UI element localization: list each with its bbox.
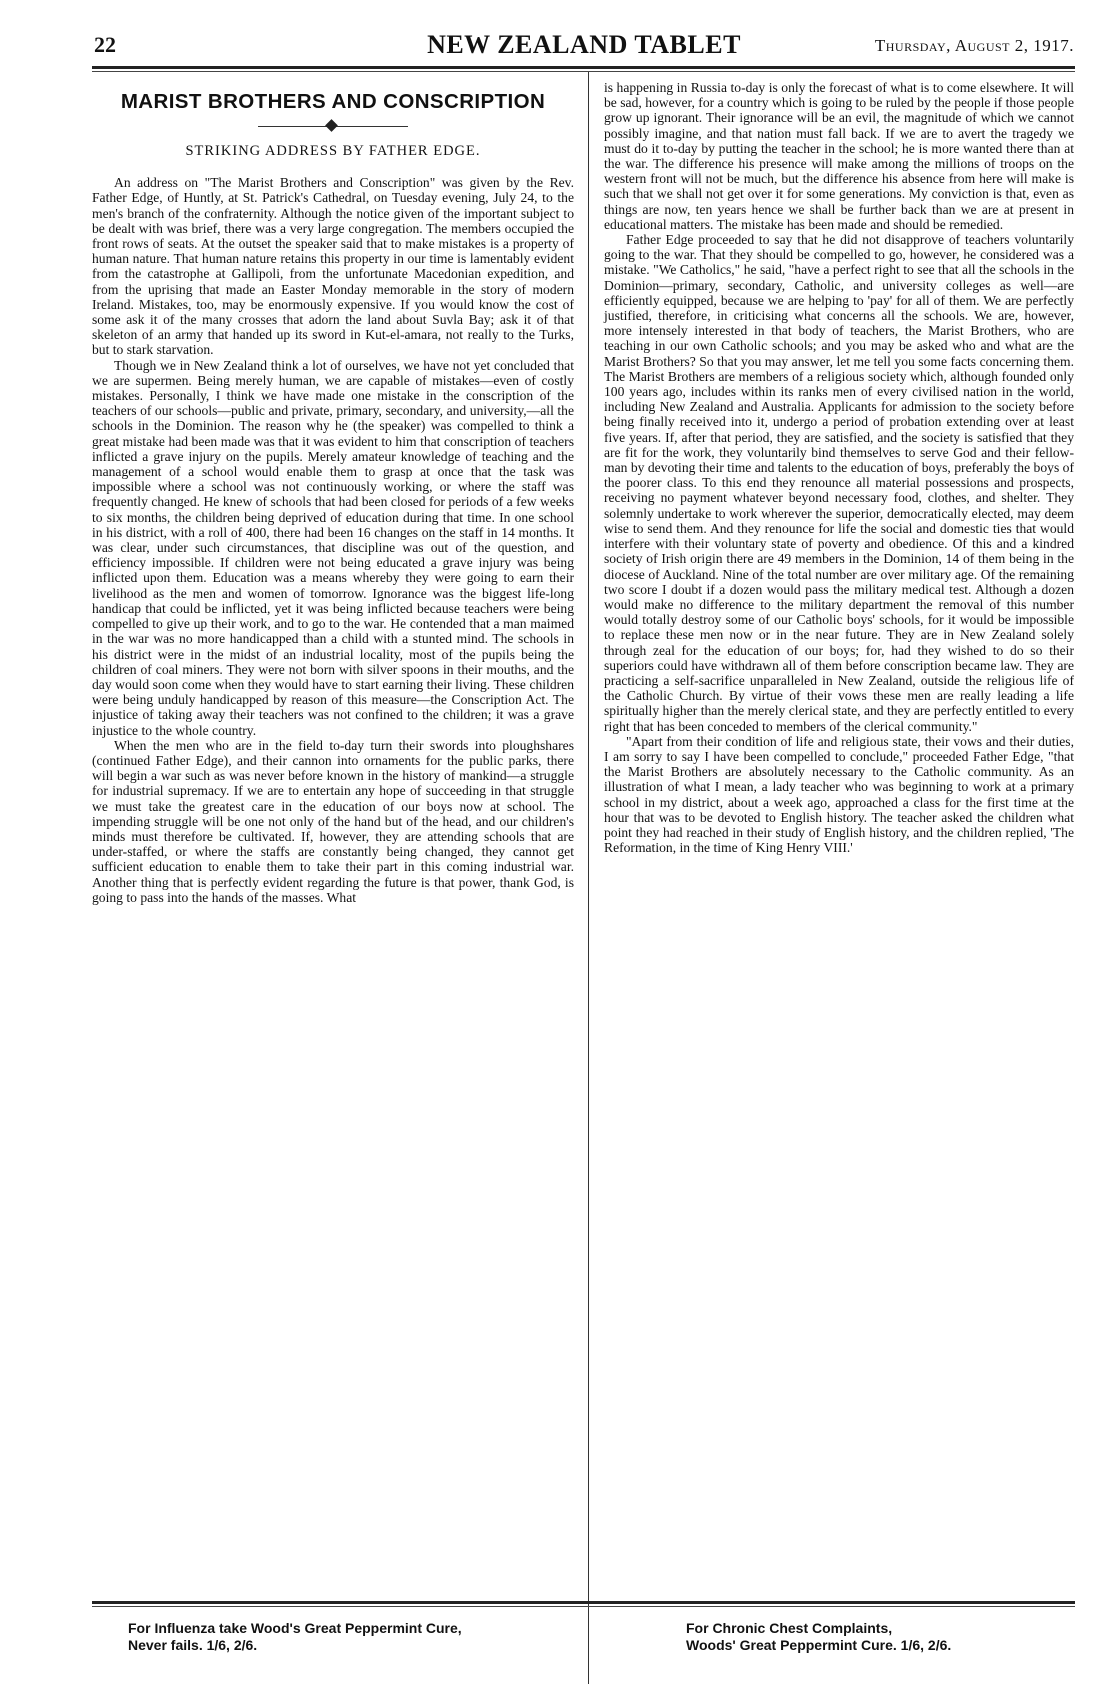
footer-divider (588, 1610, 589, 1684)
footer-advertisement-right (686, 1620, 1066, 1654)
article-right-column (604, 80, 1074, 855)
article-paragraph: Father Edge proceeded to say that he did not disapprove of teachers voluntarily going to the war. That they should be compelled to go, however, he considered was a mistake. "We Catholics," he said, "have a perfect right to see that all the schools in the Dominion—primary, secondary, Catholic, and university colleges as well—are efficiently equipped, because we are helping to 'pay' for all of them. We are perfectly justified, therefore, in criticising what concerns all the schools. We are, however, more intensely interested in that body of teachers, the Marist Brothers, who are teaching in our own Catholic schools; and you may be asked who and what are the Marist Brothers? So that you may answer, let me tell you some facts concerning them. The Marist Brothers are members of a religious society which, although founded only 100 years ago, includes within its ranks men of every civilised nation in the world, including New Zealand and Australia. Applicants for admission to the society before being finally received into it, undergo a period of probation extending over at least five years. If, after that period, they are satisfied, and the society is satisfied that they are fit for the work, they voluntarily bind themselves to serve God and their fellow-man by devoting their time and talents to the education of boys, preferably the boys of the poorer class. To this end they renounce all material possessions and prospects, receiving no payment whatever beyond necessary food, clothes, and shelter. They solemnly undertake to work wherever the superior, democratically elected, may deem wise to send them. And they renounce for life the social and domestic ties that would interfere with their voluntary state of poverty and obedience. Of this and a kindred society of Irish origin there are 49 members in the Dominion, 14 of them being in the diocese of Auckland. Nine of the total number are over military age. Of the remaining two score I doubt if a dozen would pass the military medical test. Although a dozen would make no difference to the military department the removal of this number would totally destroy some of our Catholic boys' schools, for it would be impossible to replace these men now or in the near future. They are in New Zealand solely through zeal for the education of our boys; for, had they wished to do so their superiors could have withdrawn all of them before conscription became law. They are practicing a self-sacrifice unparalleled in New Zealand, outside the religious life of the Catholic Church. By virtue of their vows these men are really leading a life spiritually higher than the merely clerical state, and they are perfectly entitled to every right that has been conceded to members of the clerical community." (604, 232, 1074, 734)
title-ornament (258, 120, 408, 134)
article-title: MARIST BROTHERS AND CONSCRIPTION (120, 90, 546, 113)
article-paragraph: When the men who are in the field to-day turn their swords into ploughshares (continued Father Edge), and their cannon into ornaments for the public parks, there will begin a war such as was never before known in the history of mankind—a struggle for industrial supremacy. If we are to entertain any hope of succeeding in that struggle we must take the greatest care in the education of our boys now at school. The impending struggle will be one not only of the hand but of the head, and our children's minds must therefore be cultivated. If, however, they are attending schools that are under-staffed, or where the staffs are constantly being changed, they cannot get sufficient education to enable them to take their part in this coming industrial war. Another thing that is perfectly evident regarding the future is that power, thank God, is going to pass into the hands of the masses. What (92, 737, 574, 905)
ad-price: Never fails. 1/6, 2/6. (128, 1637, 258, 1653)
header-rule-thick (92, 66, 1075, 69)
article-left-column (92, 80, 574, 905)
header-rule-thin (92, 71, 1075, 72)
footer-rule-thick (92, 1601, 1075, 1604)
page-header (94, 30, 1074, 64)
footer-rule-thin (92, 1606, 1075, 1607)
footer-advertisement-left (128, 1620, 568, 1654)
diamond-ornament-icon (325, 119, 338, 132)
page-number: 22 (94, 32, 116, 57)
column-divider (588, 72, 589, 1674)
article-paragraph: An address on "The Marist Brothers and Conscription" was given by the Rev. Father Edge, of Huntly, at St. Patrick's Cathedral, on Tuesday evening, July 24, to the men's branch of the confraternity. Although the notice given of the important subject to be dealt with was brief, there was a very large congregation. The members occupied the front rows of seats. At the outset the speaker said that to make mistakes is a property of human nature. That human nature retains this property in our time is lamentably evident from the catastrophe at Gallipoli, from the unfortunate Macedonian expedition, and from the uprising that made an Easter Monday memorable in the story of modern Ireland. Mistakes, too, may be enormously expensive. If you would know the cost of some ask it of the many crosses that adorn the land about Suvla Bay; ask it of that skeleton of an army that handed up its sword in Kut-el-amara, not really to the Turks, but to stark starvation. (92, 175, 574, 358)
ad-price: Woods' Great Peppermint Cure. 1/6, 2/6. (686, 1637, 952, 1653)
article-paragraph: is happening in Russia to-day is only the forecast of what is to come elsewhere. It will be sad, however, for a country which is going to be ruled by the people if those people grow up ignorant. Their ignorance will be an evil, the magnitude of which we cannot possibly imagine, and that nation must fall back. If we are to avert the tragedy we must do it to-day by putting the teacher in the school; he is more wanted there than at the war. The difference his presence will make among the millions of troops on the western front will not be much, but the difference his absence from here will make is such that we shall not get over it for some generations. My conviction is that, even as things are now, ten years hence we shall be further back than we are at present in educational matters. The mistake has been made and should be remedied. (604, 80, 1074, 232)
article-paragraph: Though we in New Zealand think a lot of ourselves, we have not yet concluded that we are supermen. Being merely human, we are capable of mistakes—even of costly mistakes. Personally, I think we have made one mistake in the conscription of the teachers of our schools—public and private, primary, secondary, and university,—all the schools in the Dominion. The reason why he (the speaker) was compelled to think a great mistake had been made was that it was evident to him that conscription of teachers inflicted a grave injury on the pupils. Merely amateur knowledge of teaching and the management of a school would enable them to grasp at once that the task was impossible where a school was not continuously working, or where the staff was frequently changed. He knew of schools that had been closed for periods of a few weeks to six months, the children being deprived of education during that time. In one school in his district, with a roll of 400, there had been 16 changes on the staff in 14 months. It was clear, under such circumstances, that discipline was out of the question, and efficiency impossible. If children were not being educated a grave injury was being inflicted upon them. Education was a means whereby they were going to earn their livelihood as the men and women of tomorrow. Ignorance was the biggest life-long handicap that could be inflicted, yet it was being inflicted because teachers were being compelled to give up their work, and to go to the war. He contended that a man maimed in the war was no more handicapped than a child with a stunted mind. The schools in his district were in the midst of an industrial locality, most of the pupils being the children of coal miners. They were not born with silver spoons in their mouths, and the day would soon come when they would have to start earning their living. These children were being unduly handicapped by reason of this measure—the Conscription Act. The injustice of taking away their teachers was not confined to the children; it was a grave injustice to the whole country. (92, 357, 574, 738)
article-paragraph: "Apart from their condition of life and religious state, their vows and their duties, I am sorry to say I have been compelled to conclude," proceeded Father Edge, "that the Marist Brothers are absolutely necessary to the Catholic community. As an illustration of what I mean, a lady teacher who was beginning to work at a primary school in my district, about a week ago, approached a class for the first time at the hour that was to be devoted to English history. The teacher asked the children what point they had reached in their study of English history, and the children replied, 'The Reformation, in the time of King Henry VIII.' (604, 733, 1074, 856)
issue-date: Thursday, August 2, 1917. (874, 36, 1074, 55)
article-subtitle: STRIKING ADDRESS BY FATHER EDGE. (185, 143, 481, 159)
publication-title: NEW ZEALAND TABLET (427, 30, 741, 59)
ad-headline: For Chronic Chest Complaints, (686, 1620, 893, 1636)
ad-headline: For Influenza take Wood's Great Peppermint Cure, (128, 1620, 462, 1636)
